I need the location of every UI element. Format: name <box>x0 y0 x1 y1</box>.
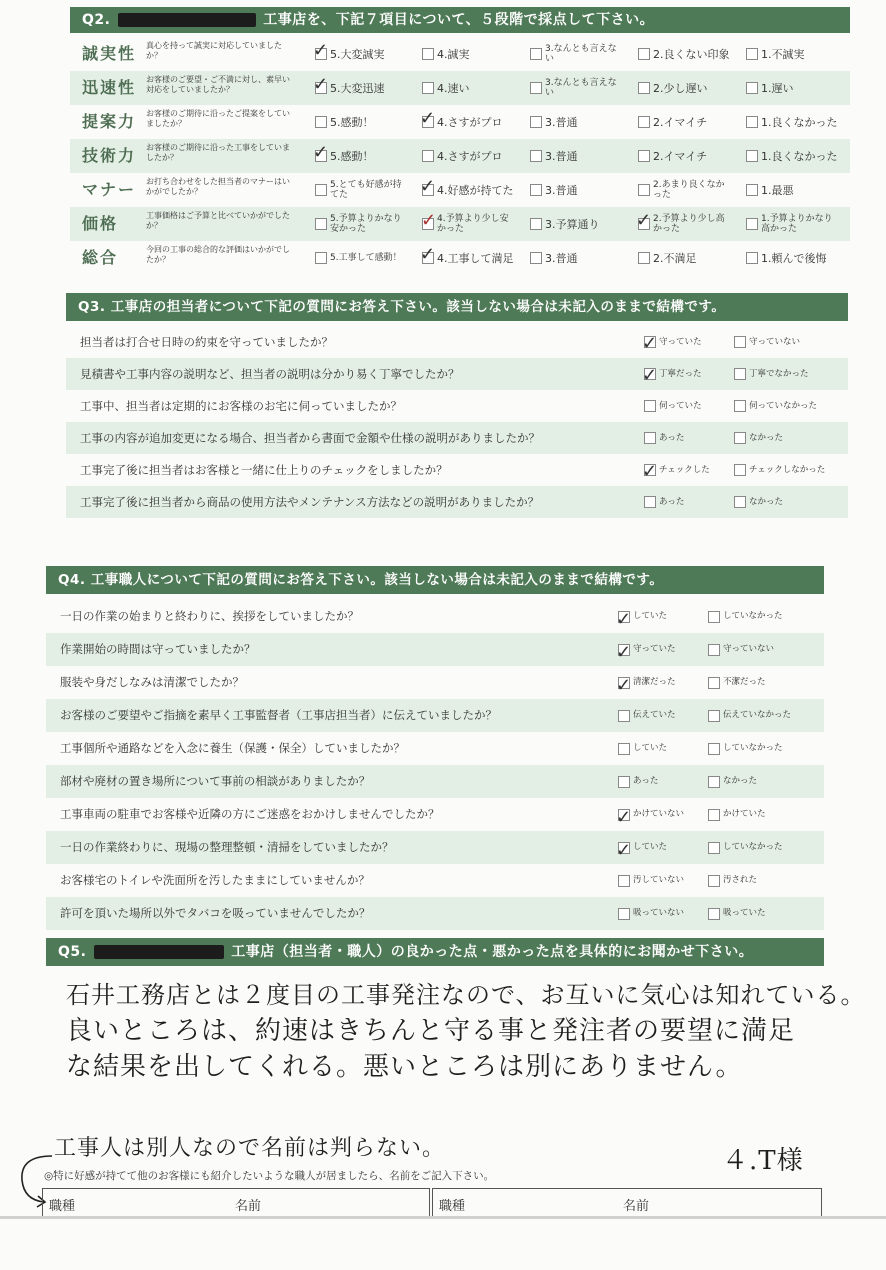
question-text: お客様宅のトイレや洗面所を汚したままにしていませんか？ <box>60 873 370 887</box>
rating-category: 迅速性 <box>82 78 137 97</box>
checkbox[interactable] <box>616 674 632 696</box>
answer-label: 伺っていた <box>659 401 702 411</box>
checkbox[interactable] <box>708 644 720 656</box>
rating-question: 真心を持って誠実に対応していましたか？ <box>146 41 282 60</box>
checkbox[interactable] <box>420 108 436 129</box>
checkbox[interactable] <box>638 252 650 264</box>
name-label: 名前 <box>623 1199 650 1214</box>
answer-yes[interactable] <box>618 765 658 798</box>
answer-label: 守っていた <box>659 337 702 347</box>
rating-option-label: 5.大変誠実 <box>330 48 385 61</box>
checkbox[interactable] <box>530 116 542 128</box>
checkbox[interactable] <box>708 908 720 920</box>
rating-option-label: 4.さすがプロ <box>437 116 503 129</box>
rating-option[interactable] <box>422 71 527 105</box>
rating-question: 工事価格はご予算と比べていかがでしたか？ <box>146 211 290 230</box>
answer-label: していた <box>633 611 668 621</box>
checkbox[interactable] <box>644 432 656 444</box>
checkbox[interactable] <box>618 743 630 755</box>
answer-no[interactable] <box>708 699 791 732</box>
question-row <box>46 633 824 666</box>
checkbox[interactable] <box>530 48 542 60</box>
answer-yes[interactable] <box>644 390 702 422</box>
checkbox[interactable] <box>638 184 650 196</box>
checkbox[interactable] <box>315 218 327 230</box>
rating-option[interactable] <box>422 139 527 173</box>
answer-label: チェックしなかった <box>749 465 826 475</box>
rating-question: 今回の工事の総合的な評価はいかがでしたか？ <box>146 245 290 264</box>
rating-option[interactable] <box>746 105 851 139</box>
q3-title: Q3. 工事店の担当者について下記の質問にお答え下さい。該当しない場合は未記入のままで結構です。 <box>78 299 726 315</box>
answer-yes[interactable] <box>618 633 676 666</box>
handwritten-name: ４.T様 <box>722 1146 804 1176</box>
redacted-company-name <box>94 945 224 959</box>
q2-title: 工事店を、下記７項目について、５段階で採点して下さい。 <box>263 12 655 28</box>
answer-label: あった <box>659 433 685 443</box>
checkbox[interactable] <box>734 368 746 380</box>
rating-category: 価格 <box>82 214 119 233</box>
checkbox[interactable] <box>642 333 658 354</box>
checkbox[interactable] <box>708 710 720 722</box>
answer-label: なかった <box>749 497 784 507</box>
rating-option-label: 4.さすがプロ <box>437 150 503 163</box>
answer-yes[interactable] <box>618 831 667 864</box>
checkmark-icon: ✓ <box>616 674 632 696</box>
recommend-notice: ◎特に好感が持てて他のお客様にも紹介したいような職人が居ましたら、名前をご記入下さい。 <box>44 1170 495 1182</box>
checkbox[interactable] <box>420 244 436 265</box>
rating-option[interactable] <box>315 105 420 139</box>
answer-no[interactable] <box>734 486 783 518</box>
question-row <box>66 390 848 422</box>
rating-option-label: 3.なんとも言えない <box>545 78 617 98</box>
answer-no[interactable] <box>734 326 800 358</box>
job-type-label: 職種 <box>49 1199 76 1214</box>
checkbox[interactable] <box>746 116 758 128</box>
rating-option[interactable] <box>638 71 743 105</box>
rating-option[interactable] <box>422 37 527 71</box>
rating-option-label: 2.良くない印象 <box>653 48 730 61</box>
question-text: 工事中、担当者は定期的にお客様のお宅に伺っていましたか？ <box>80 399 402 413</box>
checkbox[interactable] <box>315 252 327 264</box>
answer-yes[interactable] <box>618 798 684 831</box>
checkbox[interactable] <box>708 842 720 854</box>
rating-option[interactable] <box>530 241 635 275</box>
question-row <box>46 732 824 765</box>
answer-no[interactable] <box>708 765 757 798</box>
answer-label: 清潔だった <box>633 677 676 687</box>
rating-option-label: 2.不満足 <box>653 252 697 265</box>
q5-handwriting-line-1: 石井工務店とは２度目の工事発注なので、お互いに気心は知れている。 <box>66 981 866 1009</box>
answer-no[interactable] <box>708 633 774 666</box>
rating-option-label: 2.イマイチ <box>653 150 708 163</box>
checkbox[interactable] <box>530 252 542 264</box>
checkbox[interactable] <box>315 116 327 128</box>
rating-option[interactable] <box>746 71 851 105</box>
rating-option[interactable] <box>638 207 725 241</box>
rating-row <box>70 139 850 173</box>
rating-option[interactable] <box>530 173 635 207</box>
checkbox[interactable] <box>422 48 434 60</box>
rating-option[interactable] <box>422 173 527 207</box>
rating-option[interactable] <box>530 139 635 173</box>
answer-no[interactable] <box>734 422 783 454</box>
question-text: 作業開始の時間は守っていましたか？ <box>60 642 256 656</box>
checkbox[interactable] <box>746 218 758 230</box>
question-text: お客様のご要望やご指摘を素早く工事監督者（工事店担当者）に伝えていましたか？ <box>60 708 497 722</box>
answer-label: 守っていた <box>633 644 676 654</box>
checkbox[interactable] <box>746 48 758 60</box>
rating-option[interactable] <box>315 173 402 207</box>
rating-option[interactable] <box>315 241 402 275</box>
rating-row <box>70 241 850 275</box>
answer-label: かけていた <box>723 809 766 819</box>
answer-no[interactable] <box>708 897 766 930</box>
rating-option-label: 4.速い <box>437 82 470 95</box>
q4-header <box>46 566 824 594</box>
answer-no[interactable] <box>708 831 783 864</box>
name-field[interactable] <box>493 1189 813 1219</box>
checkbox[interactable] <box>642 365 658 386</box>
answer-yes[interactable] <box>618 732 667 765</box>
answer-yes[interactable] <box>644 486 684 518</box>
checkbox[interactable] <box>616 839 632 861</box>
checkbox[interactable] <box>618 875 630 887</box>
checkbox[interactable] <box>618 776 630 788</box>
checkbox[interactable] <box>313 40 329 61</box>
checkbox[interactable] <box>644 400 656 412</box>
question-row <box>46 831 824 864</box>
worker-name-table-right <box>432 1188 822 1219</box>
rating-option[interactable] <box>638 139 743 173</box>
checkmark-icon: ✓ <box>313 40 329 61</box>
checkmark-icon: ✓ <box>420 176 436 197</box>
question-text: 工事車両の駐車でお客様や近隣の方にご迷惑をおかけしませんでしたか？ <box>60 807 440 821</box>
checkbox[interactable] <box>638 116 650 128</box>
rating-option-label: 2.あまり良くなかった <box>653 180 725 200</box>
checkmark-icon: ✓ <box>313 74 329 95</box>
question-text: 見積書や工事内容の説明など、担当者の説明は分かり易く丁寧でしたか？ <box>80 367 460 381</box>
checkbox[interactable] <box>734 432 746 444</box>
question-row <box>46 666 824 699</box>
checkbox[interactable] <box>746 252 758 264</box>
answer-no[interactable] <box>708 864 757 897</box>
checkbox[interactable] <box>734 496 746 508</box>
rating-option-label: 3.なんとも言えない <box>545 44 617 64</box>
page-bottom-edge <box>0 1216 886 1219</box>
rating-option-label: 5.大変迅速 <box>330 82 385 95</box>
rating-row <box>70 37 850 71</box>
answer-label: していなかった <box>723 842 783 852</box>
checkbox[interactable] <box>708 743 720 755</box>
rating-option[interactable] <box>315 139 420 173</box>
checkbox[interactable] <box>313 74 329 95</box>
rating-option-label: 1.遅い <box>761 82 794 95</box>
answer-no[interactable] <box>734 454 825 486</box>
rating-option[interactable] <box>422 207 509 241</box>
question-text: 担当者は打合せ日時の約束を守っていましたか？ <box>80 335 333 349</box>
question-text: 一日の作業終わりに、現場の整理整頓・清掃をしていましたか？ <box>60 840 394 854</box>
answer-label: 守っていない <box>749 337 801 347</box>
rating-category: 誠実性 <box>82 44 137 63</box>
answer-yes[interactable] <box>644 422 684 454</box>
checkbox[interactable] <box>636 210 652 231</box>
checkmark-icon: ✓ <box>616 641 632 663</box>
checkmark-icon: ✓ <box>642 461 658 482</box>
question-text: 工事完了後に担当者はお客様と一緒に仕上りのチェックをしましたか？ <box>80 463 448 477</box>
answer-no[interactable] <box>708 600 783 633</box>
checkbox[interactable] <box>746 150 758 162</box>
q5-handwriting-line-2: 良いところは、約速はきちんと守る事と発注者の要望に満足 <box>66 1016 796 1046</box>
answer-label: 吸っていた <box>723 908 766 918</box>
answer-label: していた <box>633 743 668 753</box>
rating-option-label: 4.予算より少し安かった <box>437 214 509 234</box>
rating-option[interactable] <box>422 241 527 275</box>
answer-yes[interactable] <box>644 326 702 358</box>
question-row <box>46 897 824 930</box>
answer-yes[interactable] <box>644 454 710 486</box>
rating-option[interactable] <box>638 173 725 207</box>
rating-option[interactable] <box>746 173 851 207</box>
answer-label: 丁寧だった <box>659 369 702 379</box>
rating-row <box>70 207 850 241</box>
rating-option-label: 1.予算よりかなり高かった <box>761 214 833 234</box>
rating-option-label: 2.予算より少し高かった <box>653 214 725 234</box>
answer-no[interactable] <box>734 358 809 390</box>
checkbox[interactable] <box>616 806 632 828</box>
question-row <box>46 600 824 633</box>
checkbox[interactable] <box>638 48 650 60</box>
checkbox[interactable] <box>708 611 720 623</box>
answer-label: あった <box>633 776 659 786</box>
q5-title: 工事店（担当者・職人）の良かった点・悪かった点を具体的にお聞かせ下さい。 <box>231 944 754 960</box>
answer-label: 伝えていなかった <box>723 710 792 720</box>
answer-no[interactable] <box>708 798 766 831</box>
answer-yes[interactable] <box>618 666 676 699</box>
rating-category: マナー <box>82 180 137 199</box>
question-row <box>46 699 824 732</box>
rating-option[interactable] <box>530 37 617 71</box>
checkbox[interactable] <box>530 150 542 162</box>
name-label: 名前 <box>235 1199 262 1214</box>
answer-label: 汚された <box>723 875 758 885</box>
rating-question: お客様のご要望・ご不満に対し、素早い対応をしていましたか？ <box>146 75 290 94</box>
answer-label: 不潔だった <box>723 677 766 687</box>
answer-yes[interactable] <box>618 897 684 930</box>
question-row <box>46 798 824 831</box>
checkbox[interactable] <box>420 176 436 197</box>
rating-category: 総合 <box>82 248 119 267</box>
checkmark-icon: ✓ <box>616 608 632 630</box>
answer-no[interactable] <box>708 666 766 699</box>
question-text: 許可を頂いた場所以外でタバコを吸っていませんでしたか？ <box>60 906 371 920</box>
q2-prefix: Q2. <box>82 12 111 28</box>
answer-label: 守っていない <box>723 644 775 654</box>
checkmark-icon: ✓ <box>616 806 632 828</box>
q4-title: Q4. 工事職人について下記の質問にお答え下さい。該当しない場合は未記入のままで結構です。 <box>58 572 664 588</box>
rating-category: 技術力 <box>82 146 137 165</box>
rating-option-label: 5.感動！ <box>330 150 374 163</box>
checkbox[interactable] <box>530 82 542 94</box>
rating-option[interactable] <box>530 105 635 139</box>
checkbox[interactable] <box>708 875 720 887</box>
question-row <box>66 326 848 358</box>
question-row <box>46 765 824 798</box>
answer-label: 吸っていない <box>633 908 685 918</box>
checkbox[interactable] <box>616 641 632 663</box>
question-text: 工事個所や通路などを入念に養生（保護・保全）していましたか？ <box>60 741 405 755</box>
rating-question: お打ち合わせをした担当者のマナーはいかがでしたか？ <box>146 177 290 196</box>
question-row <box>46 864 824 897</box>
rating-option[interactable] <box>315 71 420 105</box>
q5-handwriting-line-3: な結果を出してくれる。悪いところは別にありません。 <box>66 1052 743 1082</box>
answer-yes[interactable] <box>618 864 684 897</box>
strike-icon: ✓ <box>421 210 437 231</box>
rating-option-label: 3.予算通り <box>545 218 600 231</box>
checkmark-icon: ✓ <box>420 244 436 265</box>
checkbox[interactable] <box>422 82 434 94</box>
q5-prefix: Q5. <box>58 944 87 960</box>
question-text: 部材や廃材の置き場所について事前の相談がありましたか？ <box>60 774 371 788</box>
answer-label: なかった <box>723 776 758 786</box>
checkbox[interactable] <box>313 142 329 163</box>
rating-option-label: 4.工事して満足 <box>437 252 514 265</box>
handwritten-note: 工事人は別人なので名前は判らない。 <box>54 1136 446 1161</box>
answer-no[interactable] <box>708 732 783 765</box>
rating-option-label: 1.最悪 <box>761 184 794 197</box>
question-row <box>66 358 848 390</box>
checkmark-icon: ✓ <box>616 839 632 861</box>
checkmark-icon: ✓ <box>420 108 436 129</box>
rating-category: 提案力 <box>82 112 137 131</box>
checkbox[interactable] <box>708 809 720 821</box>
checkbox[interactable] <box>616 608 632 630</box>
answer-label: していた <box>633 842 668 852</box>
rating-option[interactable] <box>746 207 833 241</box>
rating-option-label: 3.普通 <box>545 252 578 265</box>
answer-yes[interactable] <box>618 699 676 732</box>
answer-label: 伺っていなかった <box>749 401 818 411</box>
rating-option[interactable] <box>530 207 635 241</box>
job-type-label: 職種 <box>439 1199 466 1214</box>
checkbox[interactable] <box>708 776 720 788</box>
worker-name-table-left <box>42 1188 430 1219</box>
rating-option-label: 5.感動！ <box>330 116 374 129</box>
question-text: 工事完了後に担当者から商品の使用方法やメンテナンス方法などの説明がありましたか？ <box>80 495 540 509</box>
rating-option[interactable] <box>638 105 743 139</box>
checkmark-icon: ✓ <box>642 333 658 354</box>
rating-option-label: 2.少し遅い <box>653 82 708 95</box>
rating-question: お客様のご期待に沿ったご提案をしていましたか？ <box>146 109 290 128</box>
checkbox[interactable] <box>618 710 630 722</box>
rating-option-label: 4.誠実 <box>437 48 470 61</box>
checkbox[interactable] <box>422 150 434 162</box>
checkbox[interactable] <box>530 218 542 230</box>
question-text: 服装や身だしなみは清潔でしたか？ <box>60 675 244 689</box>
answer-yes[interactable] <box>644 358 702 390</box>
answer-label: 汚していない <box>633 875 685 885</box>
checkbox[interactable] <box>638 150 650 162</box>
rating-option[interactable] <box>746 139 851 173</box>
answer-label: していなかった <box>723 611 783 621</box>
checkbox[interactable] <box>530 184 542 196</box>
rating-option-label: 5.とても好感が持てた <box>330 180 402 200</box>
q2-header <box>70 7 850 33</box>
answer-label: チェックした <box>659 465 710 475</box>
answer-label: 丁寧でなかった <box>749 369 809 379</box>
checkbox[interactable] <box>642 461 658 482</box>
checkbox[interactable] <box>734 336 746 348</box>
checkbox[interactable] <box>708 677 720 689</box>
rating-option-label: 5.工事して感動！ <box>330 253 402 263</box>
rating-option-label: 1.良くなかった <box>761 150 838 163</box>
checkbox[interactable] <box>315 184 327 196</box>
rating-option[interactable] <box>315 37 420 71</box>
answer-label: していなかった <box>723 743 783 753</box>
question-text: 工事の内容が追加変更になる場合、担当者から書面で金額や仕様の説明がありましたか？ <box>80 431 540 445</box>
q5-header <box>46 938 824 966</box>
answer-yes[interactable] <box>618 600 667 633</box>
checkbox[interactable] <box>644 496 656 508</box>
rating-option-label: 4.好感が持てた <box>437 184 514 197</box>
rating-option[interactable] <box>422 105 527 139</box>
rating-option[interactable] <box>530 71 617 105</box>
rating-row <box>70 71 850 105</box>
checkmark-icon: ✓ <box>313 142 329 163</box>
checkmark-icon: ✓ <box>642 365 658 386</box>
rating-option-label: 3.普通 <box>545 116 578 129</box>
rating-question: お客様のご期待に沿った工事をしていましたか？ <box>146 143 290 162</box>
redacted-company-name <box>118 13 256 27</box>
rating-row <box>70 105 850 139</box>
checkbox[interactable] <box>746 82 758 94</box>
rating-option-label: 3.普通 <box>545 184 578 197</box>
question-row <box>66 454 848 486</box>
rating-row <box>70 173 850 207</box>
question-row <box>66 422 848 454</box>
answer-label: 伝えていた <box>633 710 676 720</box>
rating-option[interactable] <box>315 207 402 241</box>
rating-option-label: 2.イマイチ <box>653 116 708 129</box>
rating-option-label: 5.予算よりかなり安かった <box>330 214 402 234</box>
rating-option-label: 1.頼んで後悔 <box>761 252 827 265</box>
checkbox[interactable] <box>734 400 746 412</box>
checkbox[interactable] <box>421 210 437 231</box>
checkbox[interactable] <box>618 908 630 920</box>
answer-label: なかった <box>749 433 784 443</box>
answer-label: あった <box>659 497 685 507</box>
answer-label: かけていない <box>633 809 685 819</box>
question-text: 一日の作業の始まりと終わりに、挨拶をしていましたか？ <box>60 609 359 623</box>
rating-option[interactable] <box>746 37 851 71</box>
answer-no[interactable] <box>734 390 817 422</box>
rating-option-label: 1.不誠実 <box>761 48 805 61</box>
checkbox[interactable] <box>638 82 650 94</box>
q3-header <box>66 293 848 321</box>
rating-option[interactable] <box>638 241 743 275</box>
rating-option[interactable] <box>638 37 743 71</box>
rating-option-label: 1.良くなかった <box>761 116 838 129</box>
rating-option[interactable] <box>746 241 851 275</box>
checkmark-icon: ✓ <box>636 210 652 231</box>
name-field[interactable] <box>103 1189 423 1219</box>
question-row <box>66 486 848 518</box>
rating-option-label: 3.普通 <box>545 150 578 163</box>
checkbox[interactable] <box>734 464 746 476</box>
checkbox[interactable] <box>746 184 758 196</box>
